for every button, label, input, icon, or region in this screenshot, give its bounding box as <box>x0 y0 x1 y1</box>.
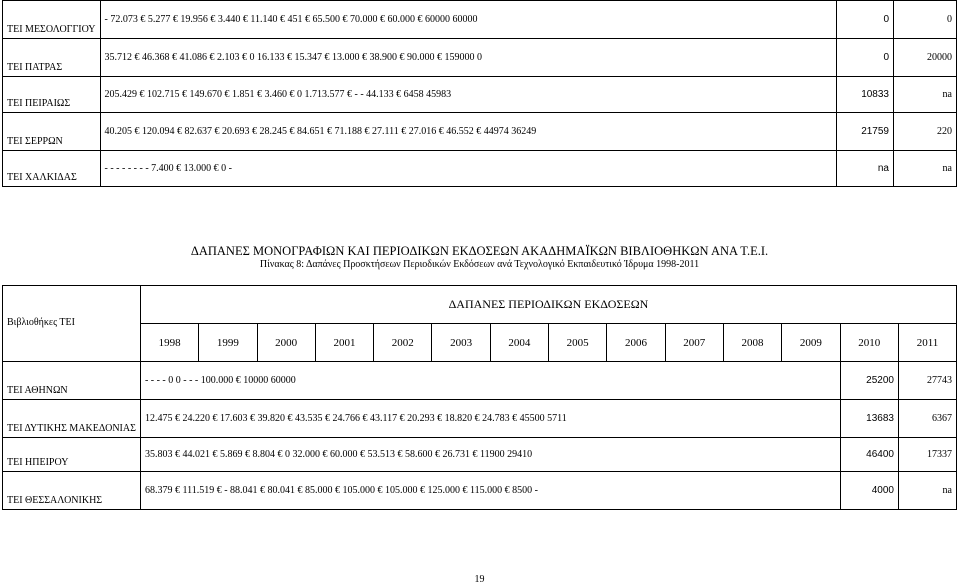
cell-2011: na <box>894 77 957 113</box>
year-header: 2004 <box>490 324 548 362</box>
years-row <box>3 324 957 362</box>
cell-2010: 4000 <box>840 472 898 510</box>
year-header: 2009 <box>782 324 840 362</box>
cell-2010: 13683 <box>840 400 898 438</box>
cell-2010: 21759 <box>837 113 894 151</box>
year-header: 2000 <box>257 324 315 362</box>
row-name: ΤΕΙ ΗΠΕΙΡΟΥ <box>3 438 141 472</box>
cell-2010: na <box>837 151 894 187</box>
table-row <box>3 472 957 510</box>
row-values: 35.712 € 46.368 € 41.086 € 2.103 € 0 16.133 € 15.347 € 13.000 € 38.900 € 90.000 € 159000 0 <box>100 39 836 77</box>
row-name: ΤΕΙ ΔΥΤΙΚΗΣ ΜΑΚΕΔΟΝΙΑΣ <box>3 400 141 438</box>
table-row <box>3 362 957 400</box>
row-values: - 72.073 € 5.277 € 19.956 € 3.440 € 11.140 € 451 € 65.500 € 70.000 € 60.000 € 60000 60000 <box>100 1 836 39</box>
row-name: ΤΕΙ ΧΑΛΚΙΔΑΣ <box>3 151 101 187</box>
year-header: 2003 <box>432 324 490 362</box>
year-header: 1999 <box>199 324 257 362</box>
row-name: ΤΕΙ ΑΘΗΝΩΝ <box>3 362 141 400</box>
year-header: 2005 <box>549 324 607 362</box>
cell-2010: 46400 <box>840 438 898 472</box>
cell-2010: 0 <box>837 39 894 77</box>
cell-2010: 10833 <box>837 77 894 113</box>
cell-2011: na <box>898 472 956 510</box>
row-name: ΤΕΙ ΠΕΙΡΑΙΩΣ <box>3 77 101 113</box>
page-number: 19 <box>474 574 485 585</box>
table-row <box>3 1 957 39</box>
year-header: 2001 <box>315 324 373 362</box>
year-header: 2007 <box>665 324 723 362</box>
row-values: 12.475 € 24.220 € 17.603 € 39.820 € 43.535 € 24.766 € 43.117 € 20.293 € 18.820 € 24.783 € 45500 5711 <box>140 400 840 438</box>
table-monographs <box>2 0 957 187</box>
table-row <box>3 151 957 187</box>
cell-2011: 6367 <box>898 400 956 438</box>
table-row <box>3 113 957 151</box>
corner-label: Βιβλιοθήκες ΤΕΙ <box>3 286 141 362</box>
row-name: ΤΕΙ ΠΑΤΡΑΣ <box>3 39 101 77</box>
year-header: 2010 <box>840 324 898 362</box>
row-values: 35.803 € 44.021 € 5.869 € 8.804 € 0 32.000 € 60.000 € 53.513 € 58.600 € 26.731 € 11900 29410 <box>140 438 840 472</box>
cell-2010: 25200 <box>840 362 898 400</box>
document-title: ΔΑΠΑΝΕΣ ΜΟΝΟΓΡΑΦΙΩΝ ΚΑΙ ΠΕΡΙΟΔΙΚΩΝ ΕΚΔΟΣΕΩΝ ΑΚΑΔΗΜΑΪΚΩΝ ΒΙΒΛΙΟΘΗΚΩΝ ΑΝΑ Τ.Ε.Ι. <box>190 244 769 258</box>
year-header: 1998 <box>140 324 198 362</box>
cell-2011: 27743 <box>898 362 956 400</box>
table-row <box>3 438 957 472</box>
table-periodicals <box>2 285 957 510</box>
table-row <box>3 39 957 77</box>
cell-2011: 17337 <box>898 438 956 472</box>
header-row <box>3 286 957 324</box>
year-header: 2008 <box>723 324 781 362</box>
table-header-title: ΔΑΠΑΝΕΣ ΠΕΡΙΟΔΙΚΩΝ ΕΚΔΟΣΕΩΝ <box>140 286 956 324</box>
cell-2011: na <box>894 151 957 187</box>
row-values: 68.379 € 111.519 € - 88.041 € 80.041 € 85.000 € 105.000 € 105.000 € 125.000 € 115.000 € 8500 - <box>140 472 840 510</box>
row-name: ΤΕΙ ΘΕΣΣΑΛΟΝΙΚΗΣ <box>3 472 141 510</box>
cell-2010: 0 <box>837 1 894 39</box>
row-values: - - - - 0 0 - - - 100.000 € 10000 60000 <box>140 362 840 400</box>
cell-2011: 0 <box>894 1 957 39</box>
row-values: 40.205 € 120.094 € 82.637 € 20.693 € 28.245 € 84.651 € 71.188 € 27.111 € 27.016 € 46.552 € 44974 36249 <box>100 113 836 151</box>
row-values: 205.429 € 102.715 € 149.670 € 1.851 € 3.460 € 0 1.713.577 € - - 44.133 € 6458 45983 <box>100 77 836 113</box>
cell-2011: 20000 <box>894 39 957 77</box>
year-header: 2006 <box>607 324 665 362</box>
row-name: ΤΕΙ ΣΕΡΡΩΝ <box>3 113 101 151</box>
table-caption: Πίνακας 8: Δαπάνες Προσκτήσεων Περιοδικών Εκδόσεων ανά Τεχνολογικό Εκπαιδευτικό Ίδρυμα 1998-2011 <box>259 259 700 270</box>
year-header: 2011 <box>898 324 956 362</box>
table-row <box>3 400 957 438</box>
row-values: - - - - - - - - 7.400 € 13.000 € 0 - <box>100 151 836 187</box>
table-row <box>3 77 957 113</box>
year-header: 2002 <box>374 324 432 362</box>
row-name: ΤΕΙ ΜΕΣΟΛΟΓΓΙΟΥ <box>3 1 101 39</box>
cell-2011: 220 <box>894 113 957 151</box>
